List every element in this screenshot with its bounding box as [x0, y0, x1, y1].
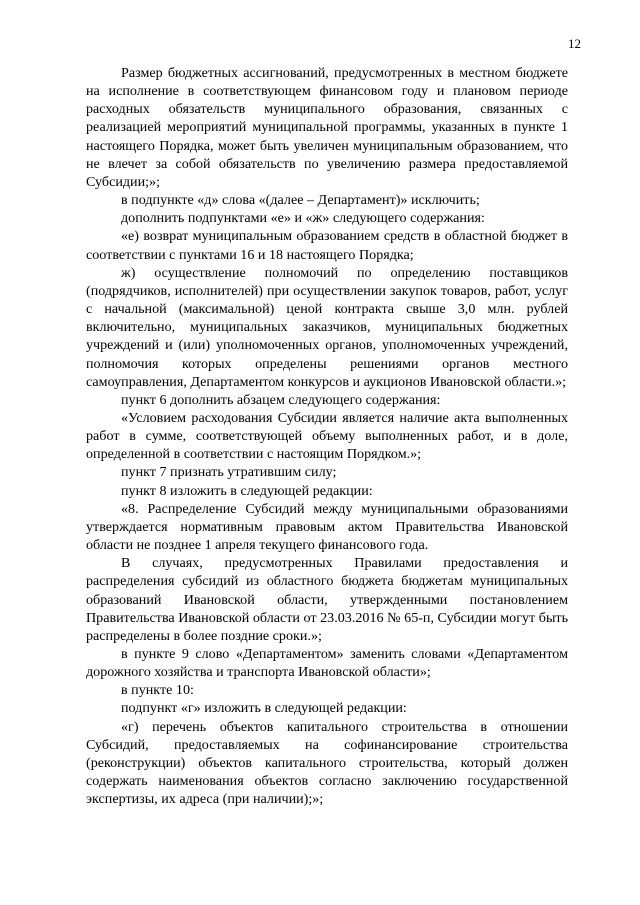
paragraph-cases: В случаях, предусмотренных Правилами предоставления и распределения субсидий из областного бюджета бюджетам муниципальных образований Ивановской области, утвержденными постановлением Правительства Ивановской области от 23.03.2016 № 65-п, Субсидии могут быть распределены в более поздние сроки.»; — [86, 555, 568, 644]
page-number: 12 — [568, 36, 581, 51]
paragraph-subitem-e: «е) возврат муниципальным образованием средств в областной бюджет в соответствии с пунктами 16 и 18 настоящего Порядка; — [86, 228, 568, 263]
paragraph-item-7: пункт 7 признать утратившим силу; — [121, 464, 337, 481]
paragraph-subitem-zh: ж) осуществление полномочий по определению поставщиков (подрядчиков, исполнителей) при осуществлении закупок товаров, работ, услуг с начальной (максимальной) ценой контракта свыше 3,0 млн. рублей включительно, муниципальных заказчиков, муниципальных бюджетных учреждений и (или) уполномоченных органов, уполномоченных учреждений, полномочия которых определены решениями органов местного самоуправления, Департаментом конкурсов и аукционов Ивановской области.»; — [86, 264, 568, 390]
paragraph-item-8: пункт 8 изложить в следующей редакции: — [121, 482, 373, 499]
paragraph-condition: «Условием расходования Субсидии является наличие акта выполненных работ в сумме, соответствующей объему выполненных работ, и в доле, определенной в соответствии с настоящим Порядком.»; — [86, 409, 568, 463]
paragraph-budget-allocation: Размер бюджетных ассигнований, предусмотренных в местном бюджете на исполнение в соответствующем финансовом году и плановом периоде расходных обязательств муниципального образования, связанных с реализацией мероприятий муниципальной программы, указанных в пункте 1 настоящего Порядка, может быть увеличен муниципальным образованием, что не влечет за собой обязательств по увеличению размера предоставляемой Субсидии;»; — [86, 65, 568, 190]
paragraph-item-6: пункт 6 дополнить абзацем следующего содержания: — [121, 391, 441, 408]
paragraph-distribution: «8. Распределение Субсидий между муниципальными образованиями утверждается нормативным правовым актом Правительства Ивановской области не позднее 1 апреля текущего финансового года. — [86, 500, 568, 554]
paragraph-item-9: в пункте 9 слово «Департаментом» заменить словами «Департаментом дорожного хозяйства и транспорта Ивановской области»; — [86, 646, 568, 681]
paragraph-objects-list: «г) перечень объектов капитального строительства в отношении Субсидий, предоставляемых на софинансирование строительства (реконструкции) объектов капитального строительства, который должен содержать наименования объектов согласно заключению государственной экспертизы, их адреса (при наличии);»; — [86, 718, 568, 808]
document-body — [86, 64, 568, 808]
paragraph-subitem-g: подпункт «г» изложить в следующей редакции: — [121, 700, 407, 717]
paragraph-subitem-d: в подпункте «д» слова «(далее – Департамент)» исключить; — [121, 192, 480, 209]
paragraph-item-10: в пункте 10: — [121, 682, 194, 699]
paragraph-add-subitems: дополнить подпунктами «е» и «ж» следующего содержания: — [121, 210, 485, 227]
